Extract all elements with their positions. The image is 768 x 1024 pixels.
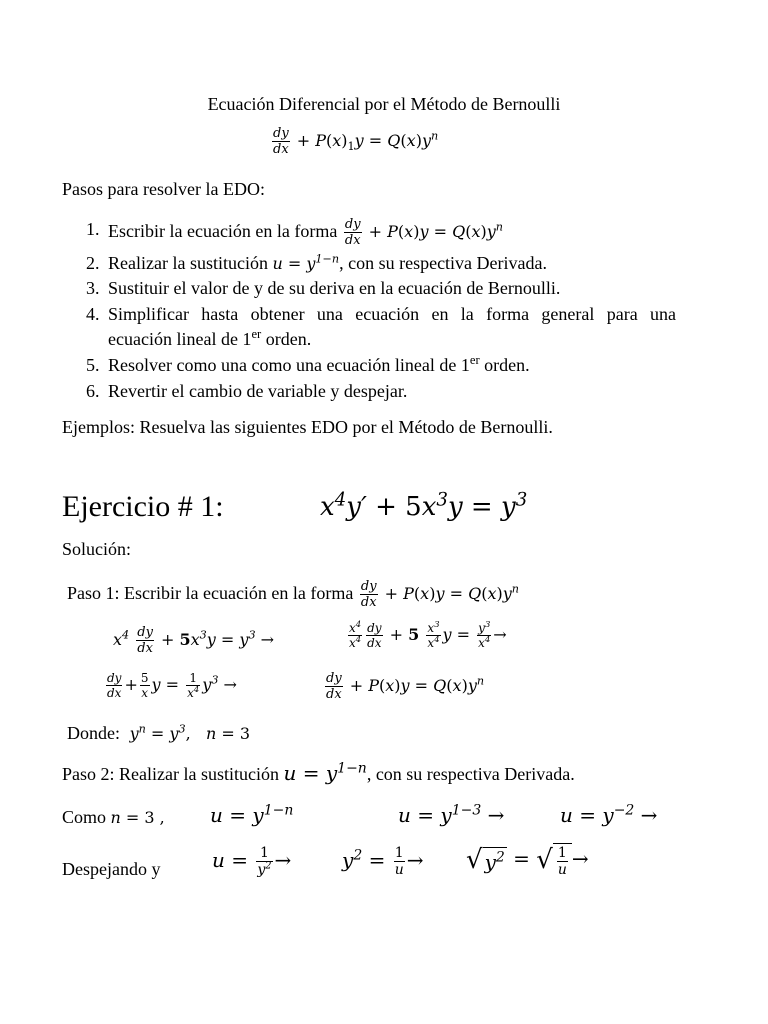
exercise-equation: $x^4y' + 5x^3y = y^3$	[320, 489, 528, 522]
step-number: 3.	[86, 278, 100, 298]
eq-u-simplified: $u = y^{-2}$ →	[560, 802, 658, 827]
solution-label: Solución:	[62, 539, 132, 559]
paso-2-equation: $u = y^{1-n}$	[283, 760, 367, 785]
bernoulli-equation: $\frac{dy}{dx}$ + $P(x)_1y = Q(x)y^n$	[273, 126, 439, 157]
como-n-value: n = 3 ,	[110, 808, 165, 827]
paso-1-text: Paso 1: Escribir la ecuación en la forma	[67, 583, 354, 603]
superscript: er	[469, 353, 480, 367]
page-title	[0, 93, 768, 115]
paso-2-text: , con su respectiva Derivada.	[366, 764, 575, 784]
paso-1-equation: $\frac{dy}{dx}$ + $P(x)y = Q(x)y^n$	[360, 579, 519, 610]
step-text: Resolver como una como una ecuación lineal de 1	[108, 355, 470, 375]
step-number: 4.	[86, 304, 100, 324]
donde-label: Donde:	[67, 723, 120, 743]
substitution-equation: $u = y^{1-n}$	[272, 252, 340, 273]
exercise-title: Ejercicio # 1:	[62, 490, 224, 523]
step-4	[86, 303, 676, 350]
eq-u-general: $u = y^{1-n}$	[210, 802, 294, 827]
step-number: 1.	[86, 219, 100, 239]
eq-step-1a: $x^4$ $\frac{dy}{dx}$ + $5x^3y = y^3$ →	[113, 625, 275, 656]
examples-intro: Ejemplos: Resuelva las siguientes EDO por el Método de Bernoulli.	[62, 417, 553, 437]
page-title-text: Ecuación Diferencial por el Método de Bernoulli	[207, 94, 561, 114]
step-text: , con su respectiva Derivada.	[339, 253, 548, 273]
step-text: orden.	[479, 355, 530, 375]
eq-u-substituted: $u = y^{1-3}$ →	[398, 802, 505, 827]
superscript: er	[251, 327, 262, 341]
step-text: Revertir el cambio de variable y despejar.	[108, 381, 408, 401]
step-number: 5.	[86, 355, 100, 375]
eq-despeje-1: u = $\frac{1}{y^2}$ →	[212, 845, 292, 878]
step-number: 2.	[86, 253, 100, 273]
eq-step-2a: $\frac{dy}{dx}$ + $\frac{5}{x}$ y = $\frac{1}{x^4}$ $y^3$ →	[107, 671, 237, 700]
eq-step-2b: $\frac{dy}{dx}$ + $P(x)y = Q(x)y^n$	[326, 671, 485, 702]
steps-intro: Pasos para resolver la EDO:	[62, 179, 265, 199]
eq-step-1b: $\frac{x^4}{x^4}$ $\frac{dy}{dx}$ + 5 $\frac{x^3}{x^4}$ y = $\frac{y^3}{x^4}$ →	[349, 619, 507, 650]
donde-line	[67, 722, 250, 745]
step-text: ecuación lineal de 1	[108, 329, 252, 349]
step-1	[86, 217, 503, 248]
step-3	[86, 277, 561, 299]
step-text: Simplificar hasta obtener una ecuación en la forma general para una	[108, 304, 676, 324]
step-2	[86, 252, 548, 275]
step-text: Sustituir el valor de y de su deriva en la ecuación de Bernoulli.	[108, 278, 561, 298]
donde-equation: $y^n = y^3$, n = 3	[124, 722, 251, 743]
step-6	[86, 380, 408, 402]
como-label: Como	[62, 807, 107, 827]
step-text: Escribir la ecuación en la forma	[108, 221, 338, 241]
como-line	[62, 806, 165, 829]
eq-despeje-3: √ $y^2$ = √ $\frac{1}{u}$ →	[466, 845, 589, 878]
step-text: orden.	[261, 329, 312, 349]
eq-despeje-2: $y^2$ = $\frac{1}{u}$ →	[342, 845, 424, 878]
paso-2-text: Paso 2: Realizar la sustitución	[62, 764, 279, 784]
step-1-equation: $\frac{dy}{dx}$ + $P(x)y = Q(x)y^n$	[344, 217, 503, 248]
despejando-label: Despejando y	[62, 859, 161, 879]
step-text: Realizar la sustitución	[108, 253, 268, 273]
paso-2	[62, 762, 575, 785]
step-number: 6.	[86, 381, 100, 401]
paso-1	[67, 580, 519, 609]
step-5	[86, 353, 530, 376]
